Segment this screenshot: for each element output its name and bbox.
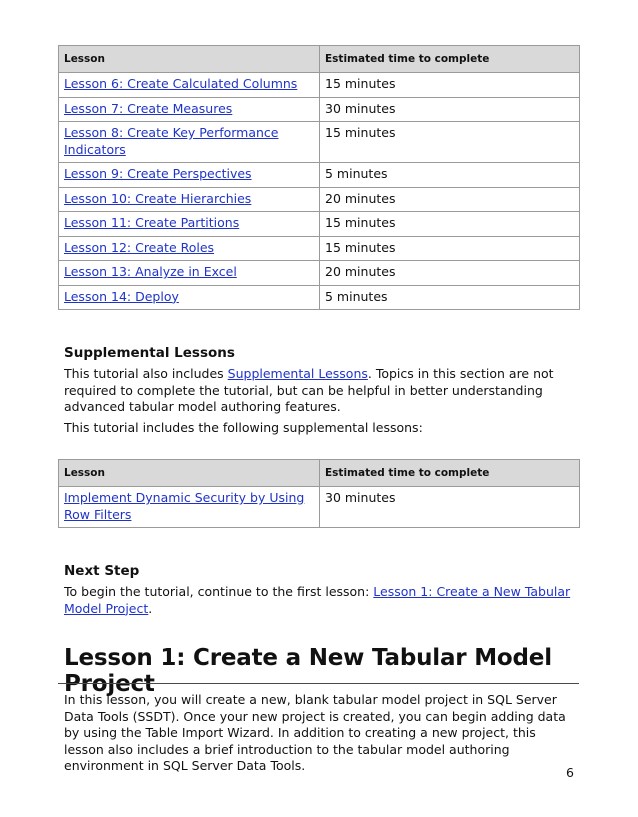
- lesson-link[interactable]: Lesson 14: Deploy: [64, 288, 179, 304]
- time-cell: 30 minutes: [320, 97, 580, 122]
- lesson-cell: [59, 97, 320, 122]
- lesson-cell: [59, 487, 320, 528]
- lesson-cell: [59, 73, 320, 98]
- heading-divider: [58, 683, 579, 684]
- lesson-cell: [59, 187, 320, 212]
- column-header-time: Estimated time to complete: [320, 46, 580, 73]
- lesson-cell: [59, 122, 320, 163]
- lesson-cell: [59, 285, 320, 310]
- time-cell: 15 minutes: [320, 212, 580, 237]
- supplemental-intro-paragraph: This tutorial includes the following supplemental lessons:: [64, 420, 423, 435]
- time-cell: 20 minutes: [320, 261, 580, 286]
- table-header-row: [59, 46, 580, 73]
- supplemental-lessons-table: [58, 459, 580, 528]
- table-row: [59, 261, 580, 286]
- table-row: [59, 285, 580, 310]
- lesson-1-link[interactable]: Lesson 1: Create a New Tabular Model Project: [64, 584, 571, 616]
- supplemental-paragraph: [64, 366, 576, 416]
- page-number: 6: [566, 765, 574, 780]
- table-row: [59, 212, 580, 237]
- lesson-link[interactable]: Lesson 7: Create Measures: [64, 100, 233, 116]
- lesson-cell: [59, 236, 320, 261]
- time-cell: 5 minutes: [320, 285, 580, 310]
- table-row: [59, 236, 580, 261]
- lesson-link[interactable]: Lesson 8: Create Key Performance Indicators: [64, 125, 279, 157]
- time-cell: 20 minutes: [320, 187, 580, 212]
- lesson-link[interactable]: Lesson 6: Create Calculated Columns: [64, 76, 298, 91]
- table-row: [59, 487, 580, 528]
- table-row: [59, 122, 580, 163]
- column-header-time: Estimated time to complete: [320, 460, 580, 487]
- lesson-cell: [59, 163, 320, 188]
- table-row: [59, 187, 580, 212]
- lesson-link[interactable]: Lesson 9: Create Perspectives: [64, 166, 252, 181]
- next-step-heading: Next Step: [64, 563, 140, 579]
- column-header-lesson: Lesson: [59, 46, 320, 73]
- supplemental-heading: Supplemental Lessons: [64, 345, 235, 361]
- lesson-link[interactable]: Implement Dynamic Security by Using Row Filters: [64, 490, 305, 522]
- table-header-row: [59, 460, 580, 487]
- lesson-link[interactable]: Lesson 11: Create Partitions: [64, 215, 240, 230]
- lesson-link[interactable]: Lesson 13: Analyze in Excel: [64, 264, 237, 279]
- table-row: [59, 163, 580, 188]
- text: To begin the tutorial, continue to the first lesson:: [64, 584, 374, 599]
- lesson-1-paragraph: In this lesson, you will create a new, blank tabular model project in SQL Server Data Tools (SSDT). Once your new project is created, you can begin adding data by using the Table Import Wizard. In addition to creating a new project, this lesson also includes a brief introduction to the tabular model authoring environment in SQL Server Data Tools.: [64, 692, 566, 773]
- text: . Topics in this section are not required to complete the tutorial, but can be helpful in better understanding advanced tabular model authoring features.: [64, 366, 554, 414]
- time-cell: 5 minutes: [320, 163, 580, 188]
- time-cell: 30 minutes: [320, 487, 580, 528]
- text: This tutorial also includes: [64, 366, 228, 381]
- lesson-link[interactable]: Lesson 12: Create Roles: [64, 239, 215, 255]
- time-cell: 15 minutes: [320, 73, 580, 98]
- lesson-cell: [59, 212, 320, 237]
- table-row: [59, 73, 580, 98]
- lesson-1-heading: Lesson 1: Create a New Tabular Model Project: [64, 645, 552, 697]
- lesson-link[interactable]: Lesson 10: Create Hierarchies: [64, 190, 252, 206]
- time-cell: 15 minutes: [320, 122, 580, 163]
- table-row: [59, 97, 580, 122]
- lesson-cell: [59, 261, 320, 286]
- time-cell: 15 minutes: [320, 236, 580, 261]
- column-header-lesson: Lesson: [59, 460, 320, 487]
- next-step-paragraph: [64, 584, 576, 617]
- text: .: [148, 600, 153, 616]
- supplemental-lessons-link[interactable]: Supplemental Lessons: [227, 366, 368, 381]
- lessons-table: [58, 45, 580, 310]
